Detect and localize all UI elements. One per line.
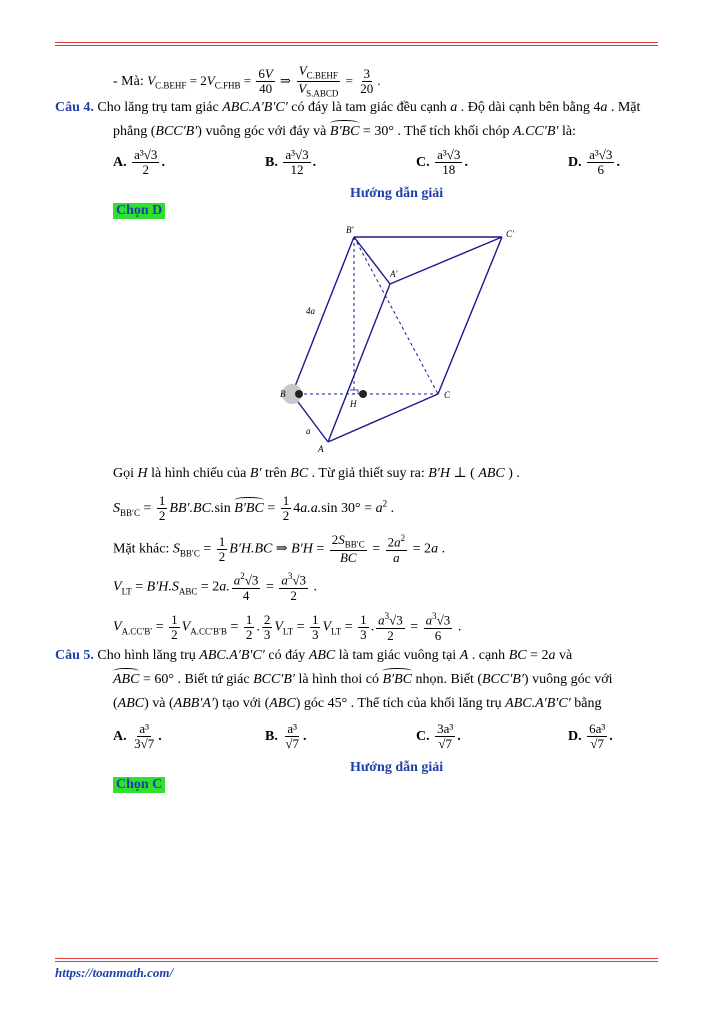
header-rule <box>55 42 658 43</box>
q5-option-c[interactable]: C. $\frac{\text{3a³}}{√7}$ . <box>416 721 461 752</box>
label-4a: 4a <box>306 306 315 316</box>
intro-line: - Mà: $V_{C.BEHF} = 2V_{C.FHB}$ = $\frac{6V}{40}$ ⇒ $\frac{V_{C.BEHF}}{V_{S.ABCD}}$ = $\frac{3}{20}$ . <box>113 63 381 100</box>
label-a-side: a <box>306 426 311 436</box>
q4-sol-line1: Gọi H là hình chiếu của B′ trên BC . Từ giả thiết suy ra: B′H ⊥ ( ABC ) . <box>113 466 520 481</box>
q4-sol-line3: Mặt khác: $S_{BB'C}$ = $\frac{1}{2}$ B′H.BC ⇒ B′H = $\frac{2S_{BB'C}}{BC}$ = $\frac{2a^2}{a}$ = 2a . <box>113 532 446 566</box>
q5-option-d[interactable]: D. $\frac{\text{6a³}}{√7}$ . <box>568 721 613 752</box>
footer-url[interactable]: https://toanmath.com/ <box>55 965 174 980</box>
q4-label: Câu 4. <box>55 100 94 115</box>
q4-guide-heading: Hướng dẫn giải <box>350 186 444 201</box>
label-c: C <box>444 390 451 400</box>
q5-choice-badge: Chọn C <box>113 777 165 793</box>
q4-option-d[interactable]: D. $\frac{\text{a³√3}}{6}$ . <box>568 147 620 178</box>
label-b1: B′ <box>346 225 354 235</box>
q4-sol-line4: $V_{LT} = B'H.S_{ABC} = 2a$. $\frac{a^2√3}{4}$ = $\frac{a^3√3}{2}$ . <box>113 571 317 603</box>
prism-figure <box>270 222 560 452</box>
q5-option-a[interactable]: A. $\frac{\text{a³}}{3√7}$ . <box>113 721 162 752</box>
label-b: B <box>280 389 286 399</box>
footer-rule <box>55 958 658 959</box>
q4-option-c[interactable]: C. $\frac{\text{a³√3}}{18}$ . <box>416 147 468 178</box>
q5-option-b[interactable]: B. $\frac{\text{a³}}{√7}$ . <box>265 721 307 752</box>
intro-prefix: - Mà: <box>113 73 144 89</box>
q5-line3: (ABC) và (ABB′A′) tạo với (ABC) góc 45° . Thể tích của khối lăng trụ ABC.A′B′C′ bằng <box>113 696 602 711</box>
q5-line1: Câu 5. Cho hình lăng trụ ABC.A′B′C′ có đáy ABC là tam giác vuông tại A . cạnh BC = 2a và <box>55 648 573 663</box>
q4-line1: Câu 4. Cho lăng trụ tam giác ABC.A′B′C′ có đáy là tam giác đều cạnh a . Độ dài cạnh bên bằng 4a . Mặt <box>55 100 641 115</box>
q4-choice-badge: Chọn D <box>113 203 165 219</box>
q5-label: Câu 5. <box>55 648 94 663</box>
q4-line2: phẳng (BCC′B′) vuông góc với đáy và B′BC = 30° . Thể tích khối chóp A.CC′B′ là: <box>113 124 576 139</box>
q5-guide-heading: Hướng dẫn giải <box>350 760 444 775</box>
footer-rule-2 <box>55 961 658 962</box>
q5-line2: ABC = 60° . Biết tứ giác BCC′B′ là hình thoi có B′BC nhọn. Biết (BCC′B′) vuông góc với <box>113 672 613 687</box>
label-a: A <box>318 444 324 452</box>
q4-option-a[interactable]: A. $\frac{\text{a³√3}}{2}$ . <box>113 147 165 178</box>
q4-option-b[interactable]: B. $\frac{\text{a³√3}}{12}$ . <box>265 147 317 178</box>
q4-sol-line2: $S_{BB'C}$ = $\frac{1}{2}$ BB′.BC.sin B′BC = $\frac{1}{2}$ 4a.a.sin $30^\circ = a^2$ . <box>113 493 395 524</box>
label-c1: C′ <box>506 229 514 239</box>
header-rule-2 <box>55 45 658 46</box>
label-a1: A′ <box>390 269 398 279</box>
label-h: H <box>350 399 357 409</box>
q4-sol-line5: $V_{A.CC'B'}$ = $\frac{1}{2}$ $V_{A.CC'B'B}$ = $\frac{1}{2}$ . $\frac{2}{3}$ $V_{LT}$ = $\frac{1}{3}$ $V_{LT}$ = $\frac{1}{3}$ . $\frac{a^3√3}{2}$ = $\frac{a^3√3}{6}$ . <box>113 611 462 643</box>
